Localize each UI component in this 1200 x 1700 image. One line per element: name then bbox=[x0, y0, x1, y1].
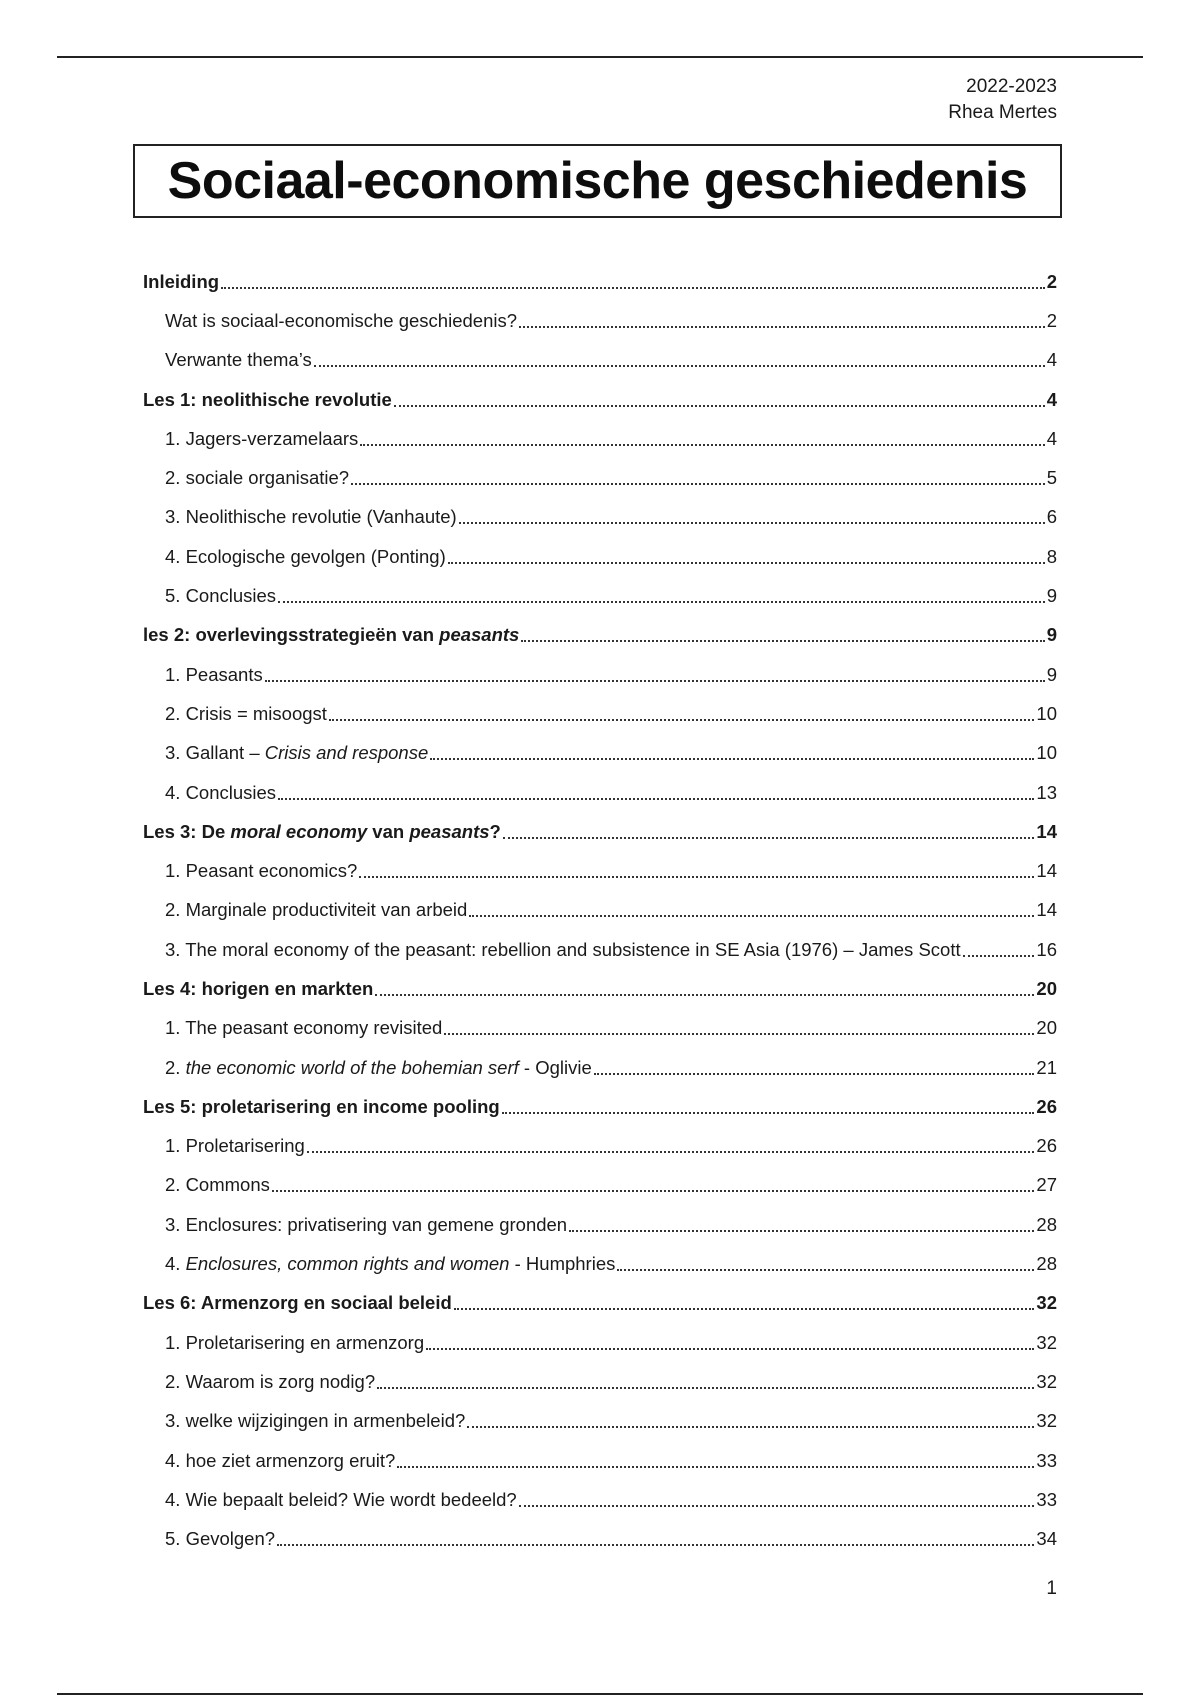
toc-entry-section[interactable] bbox=[143, 1127, 1057, 1166]
toc-page-number: 5 bbox=[1046, 467, 1057, 489]
toc-dot-leader bbox=[377, 1387, 1034, 1389]
toc-dot-leader bbox=[467, 1426, 1034, 1428]
toc-entry-title bbox=[165, 1489, 517, 1511]
toc-entry-title bbox=[165, 1174, 270, 1196]
toc-page-number: 9 bbox=[1046, 585, 1057, 607]
toc-entry-chapter[interactable] bbox=[143, 812, 1057, 851]
toc-page-number: 32 bbox=[1036, 1331, 1057, 1353]
toc-entry-section[interactable] bbox=[143, 301, 1057, 340]
toc-title-part: moral economy bbox=[230, 820, 368, 842]
toc-entry-section[interactable] bbox=[143, 1362, 1057, 1401]
toc-dot-leader bbox=[278, 798, 1034, 800]
toc-title-part: 2. Commons bbox=[165, 1174, 270, 1196]
toc-dot-leader bbox=[444, 1033, 1034, 1035]
toc-page-number: 16 bbox=[1036, 938, 1057, 960]
toc-page-number: 28 bbox=[1036, 1213, 1057, 1235]
toc-page-number: 21 bbox=[1036, 1056, 1057, 1078]
toc-dot-leader bbox=[329, 719, 1035, 721]
toc-title-part: 1. Proletarisering en armenzorg bbox=[165, 1331, 425, 1353]
toc-entry-title bbox=[165, 1410, 465, 1432]
toc-entry-title bbox=[165, 899, 467, 921]
toc-entry-section[interactable] bbox=[143, 1009, 1057, 1048]
toc-entry-title bbox=[165, 1528, 275, 1550]
toc-dot-leader bbox=[519, 326, 1045, 328]
toc-entry-title bbox=[165, 1135, 305, 1157]
toc-page-number: 10 bbox=[1036, 702, 1057, 724]
toc-title-part: 2. Marginale productiviteit van arbeid bbox=[165, 899, 468, 921]
toc-page-number: 14 bbox=[1036, 899, 1057, 921]
toc-dot-leader bbox=[519, 1505, 1035, 1507]
toc-entry-section[interactable] bbox=[143, 576, 1057, 615]
document-title: Sociaal-economische geschiedenis bbox=[167, 152, 1028, 210]
toc-page-number: 6 bbox=[1046, 506, 1057, 528]
toc-dot-leader bbox=[314, 365, 1045, 367]
toc-title-part: Enclosures, common rights and women bbox=[185, 1253, 510, 1275]
toc-title-part: 5. Conclusies bbox=[165, 585, 277, 607]
toc-title-part: 2. Crisis = misoogst bbox=[165, 702, 327, 724]
toc-entry-title bbox=[165, 703, 327, 725]
toc-title-part: 1. The peasant economy revisited bbox=[165, 1017, 443, 1039]
table-of-contents bbox=[143, 262, 1057, 1559]
toc-title-part: 4. Ecologische gevolgen (Ponting) bbox=[165, 545, 446, 567]
toc-dot-leader bbox=[426, 1348, 1034, 1350]
toc-dot-leader bbox=[360, 444, 1044, 446]
toc-entry-section[interactable] bbox=[143, 498, 1057, 537]
toc-dot-leader bbox=[430, 758, 1034, 760]
toc-entry-section[interactable] bbox=[143, 930, 1057, 969]
toc-page-number: 14 bbox=[1036, 820, 1057, 842]
document-meta bbox=[948, 74, 1057, 126]
toc-dot-leader bbox=[351, 483, 1045, 485]
toc-dot-leader bbox=[278, 601, 1045, 603]
toc-entry-title bbox=[165, 742, 428, 764]
toc-title-part: Les 1: neolithische revolutie bbox=[143, 388, 392, 410]
toc-entry-section[interactable] bbox=[143, 891, 1057, 930]
toc-page-number: 33 bbox=[1036, 1449, 1057, 1471]
toc-entry-section[interactable] bbox=[143, 851, 1057, 890]
toc-dot-leader bbox=[397, 1466, 1034, 1468]
toc-entry-section[interactable] bbox=[143, 734, 1057, 773]
toc-entry-title bbox=[165, 1450, 395, 1472]
toc-dot-leader bbox=[503, 837, 1035, 839]
toc-entry-title bbox=[165, 1253, 615, 1275]
toc-entry-title bbox=[143, 389, 392, 411]
toc-page-number: 20 bbox=[1036, 1017, 1057, 1039]
toc-title-part: 3. The moral economy of the peasant: rebellion and subsistence in SE Asia (1976) – James Scott bbox=[165, 938, 961, 960]
footer-rule bbox=[57, 1693, 1143, 1695]
toc-title-part: van bbox=[367, 820, 410, 842]
toc-entry-section[interactable] bbox=[143, 1244, 1057, 1283]
toc-dot-leader bbox=[221, 287, 1045, 289]
toc-entry-section[interactable] bbox=[143, 1402, 1057, 1441]
toc-title-part: 4. bbox=[165, 1253, 186, 1275]
toc-entry-title bbox=[165, 1017, 442, 1039]
toc-entry-title bbox=[165, 428, 358, 450]
toc-page-number: 20 bbox=[1036, 977, 1057, 999]
toc-title-part: 3. Neolithische revolutie (Vanhaute) bbox=[165, 506, 457, 528]
toc-page-number: 10 bbox=[1036, 742, 1057, 764]
toc-page-number: 9 bbox=[1046, 624, 1057, 646]
toc-title-part: 1. Proletarisering bbox=[165, 1135, 305, 1157]
toc-entry-title bbox=[165, 860, 357, 882]
toc-entry-section[interactable] bbox=[143, 655, 1057, 694]
toc-dot-leader bbox=[265, 680, 1045, 682]
toc-dot-leader bbox=[617, 1269, 1034, 1271]
toc-title-part: ? bbox=[489, 820, 501, 842]
toc-title-part: 1. Jagers-verzamelaars bbox=[165, 427, 359, 449]
toc-dot-leader bbox=[375, 994, 1034, 996]
toc-page-number: 34 bbox=[1036, 1528, 1057, 1550]
toc-entry-section[interactable] bbox=[143, 1520, 1057, 1559]
toc-dot-leader bbox=[469, 915, 1034, 917]
toc-entry-chapter[interactable] bbox=[143, 969, 1057, 1008]
toc-entry-section[interactable] bbox=[143, 1166, 1057, 1205]
author-name: Rhea Mertes bbox=[948, 102, 1057, 123]
toc-title-part: Verwante thema’s bbox=[165, 349, 312, 371]
toc-title-part: Inleiding bbox=[143, 270, 220, 292]
toc-page-number: 4 bbox=[1046, 427, 1057, 449]
toc-entry-title bbox=[165, 1057, 592, 1079]
page-number: 1 bbox=[1046, 1578, 1057, 1599]
toc-page-number: 14 bbox=[1036, 860, 1057, 882]
toc-page-number: 33 bbox=[1036, 1488, 1057, 1510]
toc-title-part: 4. Conclusies bbox=[165, 781, 277, 803]
toc-entry-title bbox=[143, 821, 501, 843]
toc-entry-chapter[interactable] bbox=[143, 262, 1057, 301]
toc-dot-leader bbox=[394, 405, 1045, 407]
toc-page-number: 32 bbox=[1036, 1292, 1057, 1314]
toc-title-part: Les 3: De bbox=[143, 820, 231, 842]
toc-dot-leader bbox=[272, 1190, 1035, 1192]
toc-entry-title bbox=[165, 939, 961, 961]
toc-title-part: 3. Enclosures: privatisering van gemene gronden bbox=[165, 1213, 568, 1235]
toc-title-part: Les 5: proletarisering en income pooling bbox=[143, 1095, 500, 1117]
toc-entry-chapter[interactable] bbox=[143, 616, 1057, 655]
toc-entry-section[interactable] bbox=[143, 1480, 1057, 1519]
toc-title-part: Les 6: Armenzorg en sociaal beleid bbox=[143, 1292, 452, 1314]
toc-title-part: 2. sociale organisatie? bbox=[165, 467, 350, 489]
toc-dot-leader bbox=[521, 640, 1044, 642]
toc-title-part: the economic world of the bohemian serf bbox=[185, 1056, 519, 1078]
toc-entry-section[interactable] bbox=[143, 458, 1057, 497]
toc-page-number: 27 bbox=[1036, 1174, 1057, 1196]
toc-title-part: 4. Wie bepaalt beleid? Wie wordt bedeeld? bbox=[165, 1488, 517, 1510]
toc-title-part: 3. Gallant – bbox=[165, 742, 265, 764]
title-box bbox=[133, 144, 1062, 218]
toc-title-part: 1. Peasants bbox=[165, 663, 263, 685]
toc-page-number: 26 bbox=[1036, 1095, 1057, 1117]
toc-entry-title bbox=[165, 310, 517, 332]
toc-page-number: 13 bbox=[1036, 781, 1057, 803]
toc-entry-title bbox=[165, 1371, 375, 1393]
toc-dot-leader bbox=[448, 562, 1045, 564]
toc-entry-title bbox=[165, 664, 263, 686]
toc-title-part: Crisis and response bbox=[264, 742, 429, 764]
toc-page-number: 4 bbox=[1046, 388, 1057, 410]
toc-title-part: 3. welke wijzigingen in armenbeleid? bbox=[165, 1410, 466, 1432]
toc-entry-chapter[interactable] bbox=[143, 1284, 1057, 1323]
toc-title-part: 5. Gevolgen? bbox=[165, 1528, 276, 1550]
toc-entry-title bbox=[143, 271, 219, 293]
toc-dot-leader bbox=[594, 1073, 1035, 1075]
toc-title-part: - Oglivie bbox=[518, 1056, 592, 1078]
toc-dot-leader bbox=[359, 876, 1034, 878]
toc-entry-title bbox=[165, 546, 446, 568]
toc-dot-leader bbox=[307, 1151, 1035, 1153]
toc-entry-title bbox=[165, 467, 349, 489]
toc-entry-title bbox=[165, 585, 276, 607]
toc-title-part: les 2: overlevingsstrategieën van bbox=[143, 624, 440, 646]
toc-entry-section[interactable] bbox=[143, 773, 1057, 812]
toc-page-number: 2 bbox=[1046, 270, 1057, 292]
toc-title-part: - Humphries bbox=[509, 1253, 616, 1275]
toc-title-part: 2. bbox=[165, 1056, 186, 1078]
toc-entry-title bbox=[143, 624, 519, 646]
toc-page-number: 9 bbox=[1046, 663, 1057, 685]
toc-page-number: 4 bbox=[1046, 349, 1057, 371]
toc-page-number: 32 bbox=[1036, 1370, 1057, 1392]
toc-title-part: Les 4: horigen en markten bbox=[143, 977, 374, 999]
toc-entry-section[interactable] bbox=[143, 537, 1057, 576]
header-rule bbox=[57, 56, 1143, 58]
toc-entry-title bbox=[143, 978, 373, 1000]
toc-entry-section[interactable] bbox=[143, 694, 1057, 733]
toc-page-number: 28 bbox=[1036, 1253, 1057, 1275]
toc-entry-section[interactable] bbox=[143, 419, 1057, 458]
toc-entry-section[interactable] bbox=[143, 341, 1057, 380]
toc-entry-section[interactable] bbox=[143, 1441, 1057, 1480]
toc-entry-title bbox=[165, 506, 457, 528]
toc-entry-section[interactable] bbox=[143, 1323, 1057, 1362]
toc-title-part: peasants bbox=[409, 820, 490, 842]
toc-title-part: Wat is sociaal-economische geschiedenis? bbox=[165, 309, 518, 331]
toc-page-number: 32 bbox=[1036, 1410, 1057, 1432]
toc-title-part: peasants bbox=[439, 624, 520, 646]
toc-entry-title bbox=[143, 1096, 500, 1118]
toc-dot-leader bbox=[459, 522, 1045, 524]
toc-dot-leader bbox=[502, 1112, 1035, 1114]
toc-entry-section[interactable] bbox=[143, 1048, 1057, 1087]
toc-entry-chapter[interactable] bbox=[143, 380, 1057, 419]
toc-entry-section[interactable] bbox=[143, 1205, 1057, 1244]
toc-page-number: 8 bbox=[1046, 545, 1057, 567]
toc-entry-title bbox=[143, 1292, 452, 1314]
toc-dot-leader bbox=[454, 1308, 1035, 1310]
toc-entry-title bbox=[165, 349, 312, 371]
toc-entry-title bbox=[165, 1214, 567, 1236]
toc-entry-title bbox=[165, 1332, 424, 1354]
toc-entry-chapter[interactable] bbox=[143, 1087, 1057, 1126]
toc-dot-leader bbox=[277, 1544, 1034, 1546]
toc-dot-leader bbox=[963, 955, 1035, 957]
toc-title-part: 4. hoe ziet armenzorg eruit? bbox=[165, 1449, 396, 1471]
toc-page-number: 26 bbox=[1036, 1135, 1057, 1157]
toc-page-number: 2 bbox=[1046, 309, 1057, 331]
toc-title-part: 1. Peasant economics? bbox=[165, 860, 358, 882]
academic-year: 2022-2023 bbox=[966, 76, 1057, 97]
toc-title-part: 2. Waarom is zorg nodig? bbox=[165, 1370, 376, 1392]
toc-entry-title bbox=[165, 782, 276, 804]
toc-dot-leader bbox=[569, 1230, 1034, 1232]
